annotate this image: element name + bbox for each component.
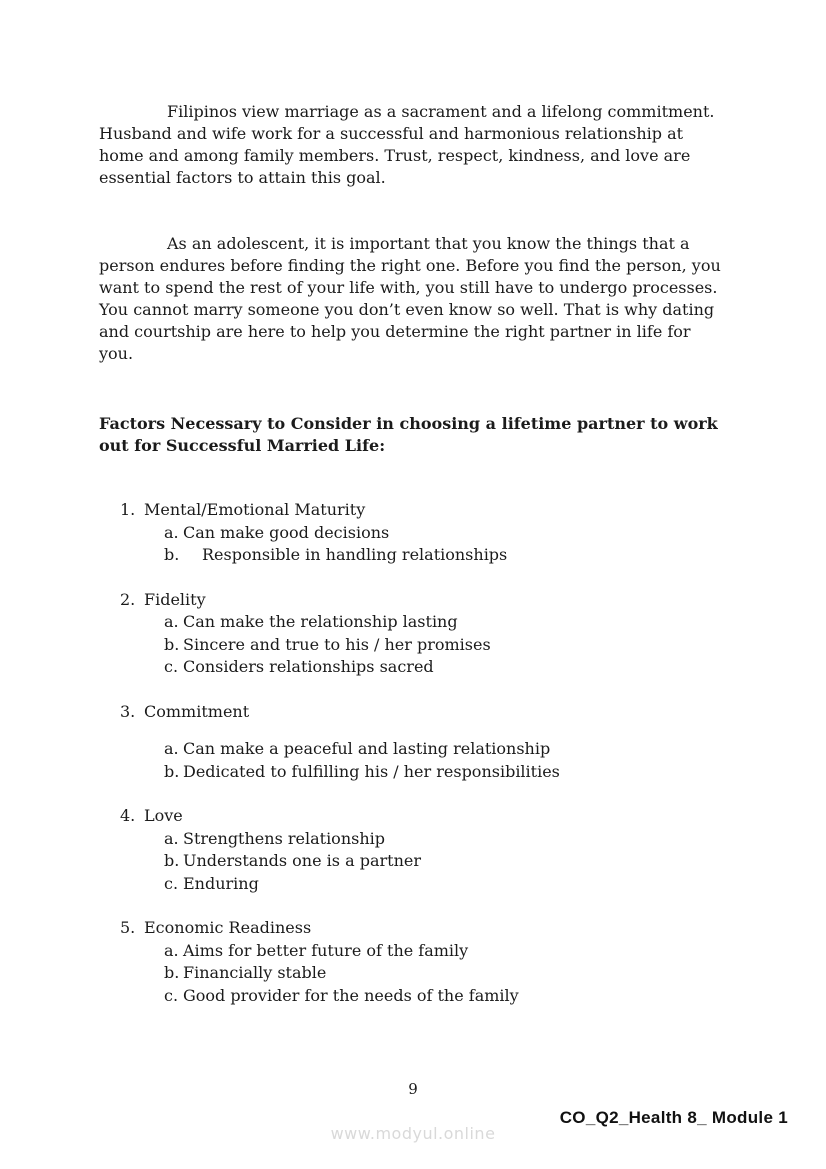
paragraph	[99, 233, 739, 365]
factor-item	[99, 701, 739, 784]
page-number: 9	[408, 1080, 418, 1098]
heading-line: Factors Necessary to Consider in choosing a lifetime partner to work	[99, 414, 718, 433]
sub-item-text: Can make good decisions	[183, 522, 390, 542]
paragraph-line: Husband and wife work for a successful and harmonious relationship at	[99, 124, 684, 143]
sub-item	[164, 522, 739, 545]
factor-item	[99, 917, 739, 1007]
sub-item-list	[99, 522, 739, 567]
factor-number: 2.	[120, 589, 136, 609]
factor-title: Economic Readiness	[144, 918, 312, 937]
sub-item	[164, 828, 739, 851]
sub-item-text: Financially stable	[183, 963, 327, 982]
watermark: www.modyul.online	[330, 1124, 496, 1143]
factor-item	[99, 805, 739, 895]
paragraph-line: want to spend the rest of your life with, you still have to undergo processes.	[99, 278, 718, 297]
sub-item-label: c.	[164, 873, 179, 893]
paragraph	[99, 101, 739, 189]
paragraph-line: you.	[99, 344, 134, 363]
factor-title-row	[99, 701, 739, 724]
factor-title: Mental/Emotional Maturity	[144, 500, 366, 519]
sub-item-text: Good provider for the needs of the family	[183, 985, 519, 1005]
footer-module-label: CO_Q2_Health 8_ Module 1	[559, 1108, 788, 1127]
sub-item-label: b.	[164, 963, 180, 982]
factor-title-row	[99, 589, 739, 612]
sub-item-label: b.	[164, 545, 180, 564]
page-content	[99, 101, 739, 1029]
sub-item	[164, 985, 739, 1008]
factor-number: 4.	[120, 806, 136, 825]
sub-item	[164, 940, 739, 963]
paragraph-line: person endures before finding the right one. Before you find the person, you	[99, 256, 721, 275]
sub-item	[164, 962, 739, 985]
paragraph-line: You cannot marry someone you don’t even know so well. That is why dating	[99, 300, 715, 319]
sub-item	[164, 850, 739, 873]
sub-item-label: a.	[164, 522, 179, 542]
factor-number: 5.	[120, 918, 136, 937]
section-heading	[99, 413, 739, 457]
paragraph-line: and courtship are here to help you determine the right partner in life for	[99, 322, 691, 341]
paragraph-line: Filipinos view marriage as a sacrament and a lifelong commitment.	[167, 102, 715, 121]
sub-item	[164, 761, 739, 784]
sub-item-list	[99, 940, 739, 1008]
sub-item	[164, 873, 739, 896]
sub-item-text: Understands one is a partner	[183, 851, 421, 870]
sub-item-label: a.	[164, 940, 179, 960]
sub-item-text: Sincere and true to his / her promises	[183, 634, 491, 654]
factor-item	[99, 499, 739, 567]
factor-title-row	[99, 917, 739, 940]
sub-item-list	[99, 611, 739, 679]
sub-item-list	[99, 738, 739, 783]
sub-item-text: Dedicated to fulfilling his / her responsibilities	[183, 761, 560, 781]
factor-title: Fidelity	[144, 589, 206, 609]
sub-item	[164, 656, 739, 679]
sub-item-text: Responsible in handling relationships	[202, 545, 508, 564]
sub-item	[164, 738, 739, 761]
paragraph-line: essential factors to attain this goal.	[99, 168, 386, 187]
paragraph-line: home and among family members. Trust, respect, kindness, and love are	[99, 146, 691, 165]
factor-title-row	[99, 805, 739, 828]
sub-item-text: Can make a peaceful and lasting relationship	[183, 739, 551, 758]
sub-item-text: Can make the relationship lasting	[183, 612, 458, 631]
sub-item	[164, 611, 739, 634]
factor-title-row	[99, 499, 739, 522]
sub-item-label: a.	[164, 739, 179, 758]
factor-number: 3.	[120, 701, 136, 721]
sub-item	[164, 634, 739, 657]
factors-list	[99, 499, 739, 1007]
sub-item	[164, 544, 739, 567]
sub-item-label: b.	[164, 634, 180, 654]
paragraph-line: As an adolescent, it is important that you know the things that a	[167, 234, 690, 253]
sub-item-label: b.	[164, 851, 180, 870]
sub-item-list	[99, 828, 739, 896]
sub-item-text: Aims for better future of the family	[183, 940, 469, 960]
heading-line: out for Successful Married Life:	[99, 436, 386, 455]
sub-item-label: b.	[164, 761, 180, 781]
factor-title: Commitment	[144, 701, 250, 721]
sub-item-text: Strengthens relationship	[183, 828, 385, 848]
factor-item	[99, 589, 739, 679]
sub-item-label: a.	[164, 612, 179, 631]
factor-number: 1.	[120, 500, 136, 519]
factor-title: Love	[144, 806, 183, 825]
sub-item-label: c.	[164, 657, 179, 676]
sub-item-text: Considers relationships sacred	[183, 657, 434, 676]
sub-item-text: Enduring	[183, 873, 259, 893]
sub-item-label: a.	[164, 828, 179, 848]
sub-item-label: c.	[164, 985, 179, 1005]
